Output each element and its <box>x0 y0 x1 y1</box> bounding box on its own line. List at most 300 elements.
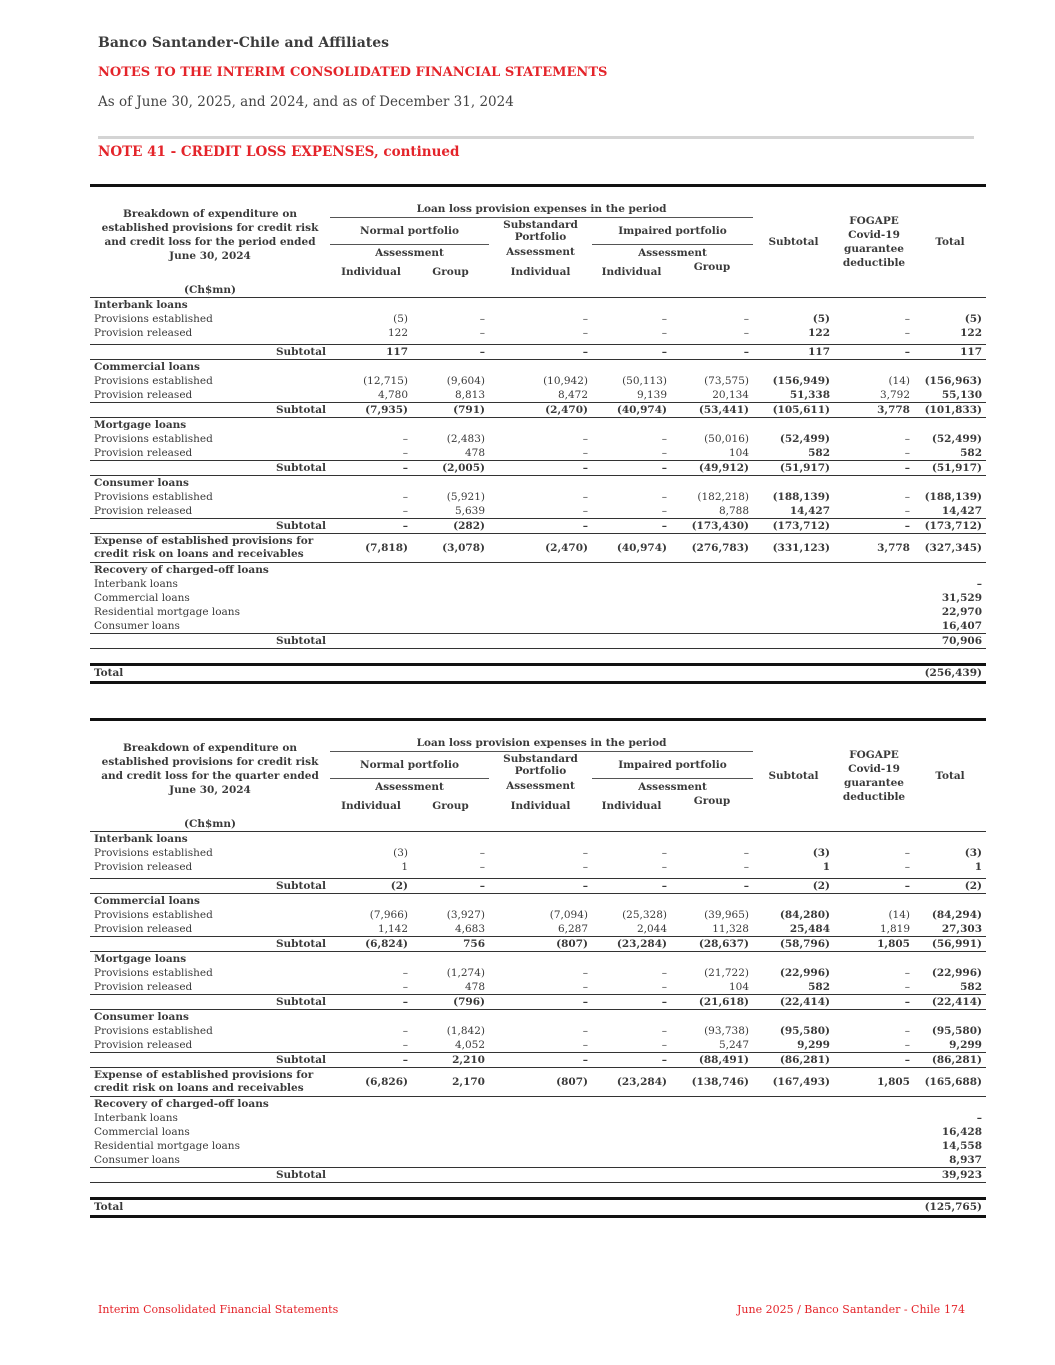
blank-cell <box>671 1010 753 1025</box>
blank-cell <box>412 634 489 649</box>
blank-cell <box>592 1097 671 1112</box>
subtotal-row <box>90 879 986 894</box>
rule-cell <box>671 720 753 736</box>
blank-cell <box>489 1111 592 1125</box>
subtotal-value: – <box>834 1053 914 1068</box>
blank-cell <box>834 1153 914 1168</box>
subtotal-value: – <box>592 995 671 1010</box>
blank-cell <box>671 894 753 909</box>
value-cell: (52,499) <box>931 432 982 445</box>
section-label-interbank: Interbank loans <box>94 832 188 845</box>
provision-released-row <box>90 504 986 519</box>
blank-cell <box>914 283 986 298</box>
blank-cell <box>834 605 914 619</box>
expense-value: (7,818) <box>330 534 412 563</box>
blank-cell <box>914 360 986 375</box>
provision-released-label: Provision released <box>94 504 193 517</box>
blank-cell <box>753 634 834 649</box>
subtotal-value: – <box>330 995 412 1010</box>
rule-cell <box>834 186 914 202</box>
value-cell: 8,788 <box>718 504 749 517</box>
provision-released-label: Provision released <box>94 922 193 935</box>
value-cell: 51,338 <box>789 388 830 401</box>
value-cell: (50,016) <box>704 432 749 445</box>
value-cell: 27,303 <box>941 922 982 935</box>
blank-cell <box>592 577 671 591</box>
blank-cell <box>834 298 914 313</box>
blank-cell <box>330 649 412 665</box>
provisions-established-row <box>90 312 986 326</box>
blank-cell <box>834 665 914 683</box>
value-cell: (188,139) <box>924 490 982 503</box>
rule-cell <box>914 720 986 736</box>
blank-cell <box>834 832 914 847</box>
provisions-established-row <box>90 490 986 504</box>
subtotal-value: (105,611) <box>753 403 834 418</box>
subtotal-value: 2,210 <box>412 1053 489 1068</box>
blank-cell <box>489 665 592 683</box>
blank-cell <box>753 1139 834 1153</box>
value-cell: 582 <box>960 980 982 993</box>
provision-released-label: Provision released <box>94 860 193 873</box>
value-cell: 1 <box>822 860 830 873</box>
blank-cell <box>330 577 412 591</box>
subtotal-value: – <box>489 995 592 1010</box>
expense-value: (3,078) <box>412 534 489 563</box>
blank-cell <box>489 605 592 619</box>
value-cell: – <box>661 504 667 517</box>
subtotal-value: (807) <box>489 937 592 952</box>
blank-cell <box>489 894 592 909</box>
subtotal-value: (7,935) <box>330 403 412 418</box>
blank-cell <box>412 894 489 909</box>
value-cell: 55,130 <box>941 388 982 401</box>
subtotal-value: (796) <box>412 995 489 1010</box>
recovery-subtotal-value: 70,906 <box>914 634 986 649</box>
expense-value: (6,826) <box>330 1068 412 1097</box>
unit-label: (Ch$mn) <box>90 817 330 832</box>
substandard-header: Substandard Portfolio <box>503 219 578 244</box>
table-top-rule <box>90 720 986 736</box>
subtotal-value: – <box>330 1053 412 1068</box>
subtotal-value: (86,281) <box>914 1053 986 1068</box>
blank-cell <box>914 1097 986 1112</box>
subtotal-value: – <box>834 519 914 534</box>
expense-value: (807) <box>489 1068 592 1097</box>
blank-cell <box>330 1111 412 1125</box>
blank-cell <box>489 1199 592 1217</box>
blank-cell <box>592 1199 671 1217</box>
value-cell: (12,715) <box>363 374 408 387</box>
company-name: Banco Santander-Chile and Affiliates <box>98 35 390 51</box>
subtotal-value: (23,284) <box>592 937 671 952</box>
value-cell: (95,580) <box>931 1024 982 1037</box>
subtotal-value: (2) <box>330 879 412 894</box>
blank-cell <box>412 605 489 619</box>
subtotal-value: (2,005) <box>412 461 489 476</box>
blank-cell <box>671 1183 753 1199</box>
blank-cell <box>753 649 834 665</box>
blank-cell <box>753 952 834 967</box>
subtotal-row <box>90 345 986 360</box>
value-cell: – <box>743 326 749 339</box>
blank-cell <box>671 619 753 634</box>
blank-cell <box>592 665 671 683</box>
blank-cell <box>671 634 753 649</box>
value-cell: – <box>904 860 910 873</box>
blank-cell <box>489 360 592 375</box>
value-cell: – <box>743 860 749 873</box>
value-cell: 1,142 <box>377 922 408 935</box>
individual-header: Individual <box>510 799 571 812</box>
value-cell: 11,328 <box>712 922 749 935</box>
blank-cell <box>914 298 986 313</box>
value-cell: – <box>743 312 749 325</box>
provisions-established-label: Provisions established <box>94 846 213 859</box>
blank-cell <box>753 665 834 683</box>
subtotal-value: (173,712) <box>753 519 834 534</box>
value-cell: – <box>582 980 588 993</box>
blank-cell <box>914 1183 986 1199</box>
blank-cell <box>489 952 592 967</box>
subtotal-label: Subtotal <box>90 1053 330 1068</box>
value-cell: 4,683 <box>454 922 485 935</box>
section-label-mortgage: Mortgage loans <box>94 418 187 431</box>
expense-value: (138,746) <box>671 1068 753 1097</box>
blank-cell <box>330 418 412 433</box>
value-cell: – <box>904 846 910 859</box>
blank-cell <box>592 283 671 298</box>
section-label-consumer: Consumer loans <box>94 1010 189 1023</box>
value-cell: – <box>661 860 667 873</box>
value-cell: (7,094) <box>549 908 588 921</box>
recovery-value: – <box>976 577 982 590</box>
assessment-header: Assessment <box>506 246 575 259</box>
section-row <box>90 832 986 847</box>
subtotal-value: – <box>834 345 914 360</box>
blank-cell <box>330 298 412 313</box>
value-cell: 8,472 <box>557 388 588 401</box>
blank-cell <box>330 832 412 847</box>
provisions-established-label: Provisions established <box>94 432 213 445</box>
value-cell: 2,044 <box>636 922 667 935</box>
subtotal-value: – <box>489 519 592 534</box>
recovery-row <box>90 619 986 634</box>
value-cell: – <box>582 446 588 459</box>
assessment-header: Assessment <box>375 780 444 793</box>
individual-header: Individual <box>601 265 662 278</box>
provisions-established-row <box>90 846 986 860</box>
total-label: Total <box>90 1199 330 1217</box>
subtotal-value: (2) <box>753 879 834 894</box>
value-cell: (21,722) <box>704 966 749 979</box>
blank-cell <box>330 1097 412 1112</box>
blank-cell <box>489 283 592 298</box>
subtotal-value: (6,824) <box>330 937 412 952</box>
value-cell: – <box>661 446 667 459</box>
blank-cell <box>834 1111 914 1125</box>
value-cell: 14,427 <box>941 504 982 517</box>
spacer-row <box>90 1183 986 1199</box>
recovery-value: 8,937 <box>949 1153 982 1166</box>
blank-cell <box>834 418 914 433</box>
blank-cell <box>592 894 671 909</box>
subtotal-value: 117 <box>330 345 412 360</box>
value-cell: – <box>661 312 667 325</box>
expense-label: Expense of established provisions for credit risk on loans and receivables <box>90 1068 330 1097</box>
value-cell: 122 <box>960 326 982 339</box>
blank-cell <box>412 360 489 375</box>
blank-cell <box>412 418 489 433</box>
provision-released-label: Provision released <box>94 1038 193 1051</box>
blank-cell <box>753 817 834 832</box>
provisions-established-row <box>90 1024 986 1038</box>
blank-cell <box>412 283 489 298</box>
blank-cell <box>330 563 412 578</box>
expense-value: (165,688) <box>914 1068 986 1097</box>
provisions-established-label: Provisions established <box>94 1024 213 1037</box>
section-row <box>90 1097 986 1112</box>
blank-cell <box>834 619 914 634</box>
blank-cell <box>753 832 834 847</box>
subtotal-row <box>90 1053 986 1068</box>
blank-cell <box>489 1153 592 1168</box>
blank-cell <box>914 952 986 967</box>
value-cell: 3,792 <box>879 388 910 401</box>
value-cell: 582 <box>960 446 982 459</box>
subtotal-value: (58,796) <box>753 937 834 952</box>
value-cell: – <box>661 1038 667 1051</box>
value-cell: (73,575) <box>704 374 749 387</box>
subtotal-row <box>90 995 986 1010</box>
value-cell: (188,139) <box>772 490 830 503</box>
blank-cell <box>671 360 753 375</box>
subtotal-row <box>90 634 986 649</box>
rule-cell <box>592 186 671 202</box>
subtotal-row <box>90 937 986 952</box>
blank-cell <box>330 1010 412 1025</box>
blank-cell <box>412 1199 489 1217</box>
value-cell: 1 <box>401 860 408 873</box>
blank-cell <box>330 894 412 909</box>
value-cell: – <box>402 504 408 517</box>
value-cell: (5) <box>393 312 408 325</box>
blank-cell <box>489 832 592 847</box>
subtotal-label: Subtotal <box>90 937 330 952</box>
blank-cell <box>834 952 914 967</box>
section-label-commercial: Commercial loans <box>94 894 200 907</box>
blank-cell <box>914 476 986 491</box>
rule-cell <box>753 186 834 202</box>
subtotal-value: 117 <box>914 345 986 360</box>
subtotal-value: (101,833) <box>914 403 986 418</box>
value-cell: – <box>582 1024 588 1037</box>
group-header: Group <box>432 265 469 278</box>
blank-cell <box>914 418 986 433</box>
blank-cell <box>753 1010 834 1025</box>
value-cell: 5,247 <box>718 1038 749 1051</box>
subtotal-value: – <box>592 879 671 894</box>
blank-cell <box>592 1010 671 1025</box>
value-cell: – <box>904 966 910 979</box>
value-cell: – <box>743 846 749 859</box>
blank-cell <box>914 894 986 909</box>
value-cell: 25,484 <box>789 922 830 935</box>
blank-cell <box>671 605 753 619</box>
value-cell: – <box>582 432 588 445</box>
blank-cell <box>592 298 671 313</box>
recovery-value: – <box>976 1111 982 1124</box>
subtotal-value: (51,917) <box>914 461 986 476</box>
value-cell: 104 <box>728 446 749 459</box>
blank-cell <box>330 634 412 649</box>
normal-portfolio-header: Normal portfolio <box>330 752 489 779</box>
blank-cell <box>834 1125 914 1139</box>
blank-cell <box>412 1010 489 1025</box>
blank-cell <box>834 1183 914 1199</box>
blank-cell <box>671 1139 753 1153</box>
blank-cell <box>671 1199 753 1217</box>
provisions-established-row <box>90 908 986 922</box>
blank-cell <box>834 1168 914 1183</box>
blank-cell <box>330 817 412 832</box>
value-cell: (3) <box>812 846 830 859</box>
blank-cell <box>753 1097 834 1112</box>
subtotal-value: – <box>592 519 671 534</box>
recovery-value: 14,558 <box>941 1139 982 1152</box>
value-cell: 4,052 <box>454 1038 485 1051</box>
subtotal-value: – <box>489 345 592 360</box>
value-cell: (10,942) <box>543 374 588 387</box>
blank-cell <box>412 1125 489 1139</box>
value-cell: 104 <box>728 980 749 993</box>
value-cell: (22,996) <box>931 966 982 979</box>
subtotal-label: Subtotal <box>90 879 330 894</box>
value-cell: – <box>582 846 588 859</box>
value-cell: – <box>402 432 408 445</box>
blank-cell <box>671 418 753 433</box>
blank-cell <box>330 1153 412 1168</box>
blank-cell <box>914 817 986 832</box>
blank-cell <box>592 563 671 578</box>
value-cell: (14) <box>888 374 910 387</box>
section-row <box>90 476 986 491</box>
value-cell: – <box>661 490 667 503</box>
subtotal-label: Subtotal <box>90 403 330 418</box>
blank-cell <box>753 1111 834 1125</box>
provision-released-label: Provision released <box>94 980 193 993</box>
subtotal-value: (173,712) <box>914 519 986 534</box>
blank-cell <box>489 591 592 605</box>
blank-cell <box>671 1111 753 1125</box>
value-cell: – <box>402 1038 408 1051</box>
individual-header: Individual <box>341 799 401 812</box>
assessment-header: Assessment <box>638 780 707 793</box>
blank-cell <box>489 563 592 578</box>
value-cell: 478 <box>464 980 485 993</box>
subtotal-value: 117 <box>753 345 834 360</box>
provision-released-row <box>90 326 986 340</box>
value-cell: – <box>904 432 910 445</box>
subtotal-value: – <box>834 995 914 1010</box>
total-label: Total <box>90 665 330 683</box>
rule-cell <box>489 720 592 736</box>
provisions-established-label: Provisions established <box>94 490 213 503</box>
value-cell: (93,738) <box>704 1024 749 1037</box>
header-divider <box>98 136 974 139</box>
value-cell: – <box>582 326 588 339</box>
blank-cell <box>753 591 834 605</box>
blank-cell <box>489 1139 592 1153</box>
blank-cell <box>671 476 753 491</box>
subtotal-row <box>90 519 986 534</box>
blank-cell <box>834 1010 914 1025</box>
table-title: Breakdown of expenditure on established provisions for credit risk and credit loss for the quarter ended June 30, 2024 <box>101 742 319 796</box>
group-header: Group <box>432 799 469 812</box>
subtotal-value: (88,491) <box>671 1053 753 1068</box>
value-cell: – <box>661 980 667 993</box>
blank-cell <box>592 634 671 649</box>
blank-cell <box>412 665 489 683</box>
blank-cell <box>330 360 412 375</box>
blank-cell <box>412 952 489 967</box>
value-cell: – <box>661 326 667 339</box>
provision-released-row <box>90 1038 986 1053</box>
subtotal-value: (22,414) <box>914 995 986 1010</box>
blank-cell <box>753 619 834 634</box>
blank-cell <box>914 563 986 578</box>
blank-cell <box>671 591 753 605</box>
blank-cell <box>834 476 914 491</box>
value-cell: – <box>582 504 588 517</box>
blank-cell <box>330 665 412 683</box>
blank-cell <box>90 649 330 665</box>
blank-cell <box>671 649 753 665</box>
blank-cell <box>592 1111 671 1125</box>
substandard-header: Substandard Portfolio <box>503 753 578 778</box>
blank-cell <box>412 1153 489 1168</box>
loan-loss-header: Loan loss provision expenses in the period <box>330 201 753 218</box>
blank-cell <box>671 817 753 832</box>
blank-cell <box>412 1139 489 1153</box>
section-label-consumer: Consumer loans <box>94 476 189 489</box>
value-cell: (5,921) <box>446 490 485 503</box>
blank-cell <box>671 665 753 683</box>
value-cell: – <box>904 490 910 503</box>
blank-cell <box>412 619 489 634</box>
rule-cell <box>90 186 330 202</box>
assessment-header: Assessment <box>375 246 444 259</box>
value-cell: (50,113) <box>622 374 667 387</box>
value-cell: 20,134 <box>712 388 749 401</box>
value-cell: (3) <box>964 846 982 859</box>
blank-cell <box>592 605 671 619</box>
blank-cell <box>753 1125 834 1139</box>
recovery-row <box>90 577 986 591</box>
blank-cell <box>834 563 914 578</box>
subtotal-value: – <box>671 345 753 360</box>
normal-portfolio-header: Normal portfolio <box>330 218 489 245</box>
blank-cell <box>489 1097 592 1112</box>
value-cell: (182,218) <box>697 490 749 503</box>
value-cell: – <box>661 966 667 979</box>
value-cell: 4,780 <box>377 388 408 401</box>
blank-cell <box>753 1153 834 1168</box>
subtotal-value: (173,430) <box>671 519 753 534</box>
subtotal-value: (2,470) <box>489 403 592 418</box>
unit-row <box>90 283 986 298</box>
blank-cell <box>412 298 489 313</box>
